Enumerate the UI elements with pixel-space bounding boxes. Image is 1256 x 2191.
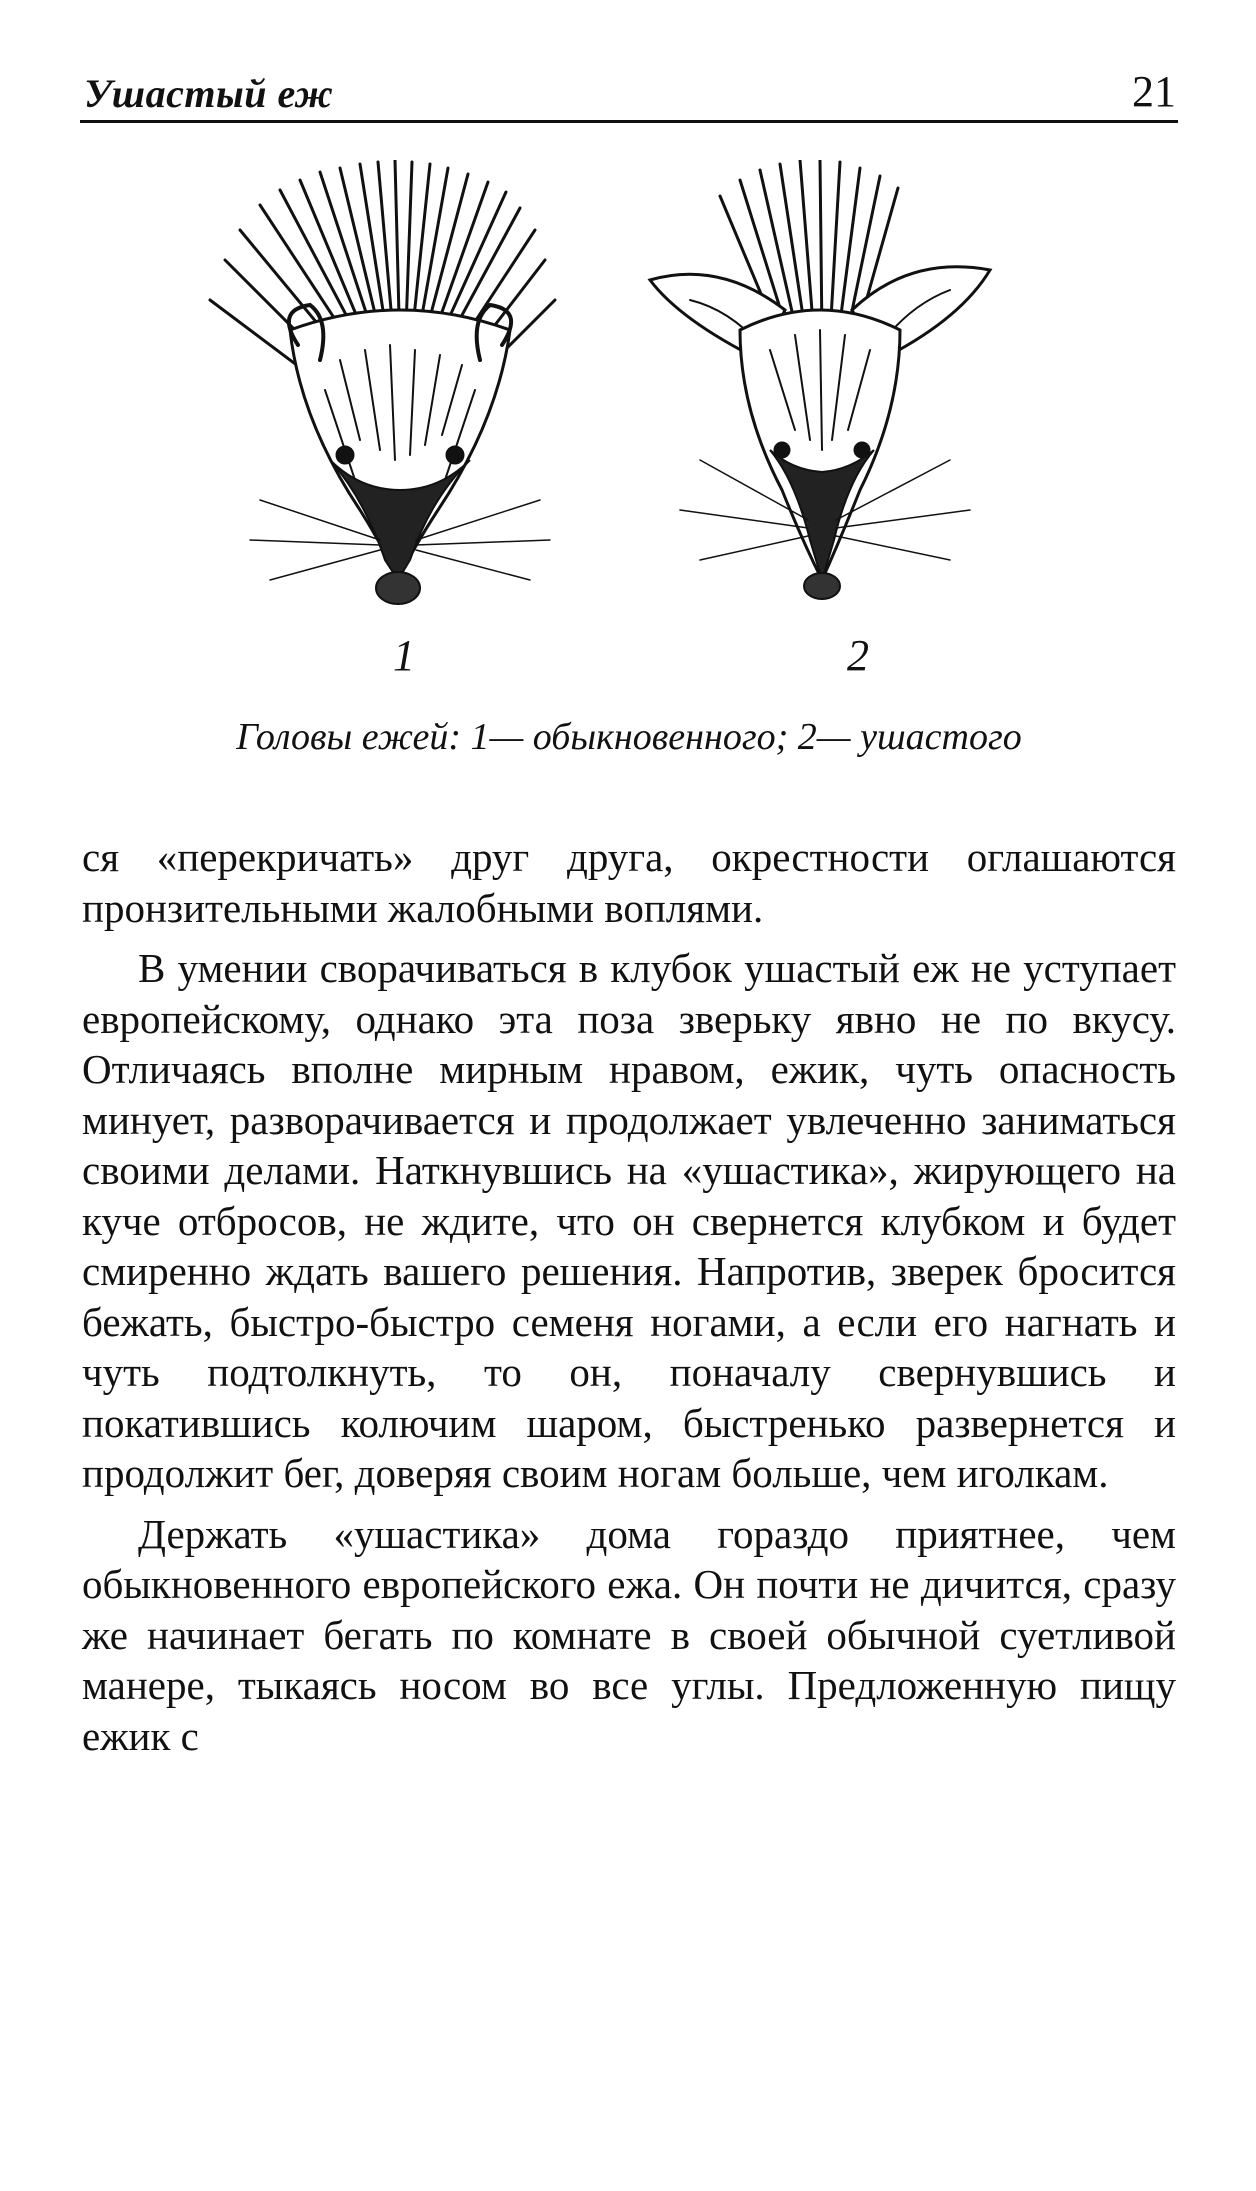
header-rule — [80, 120, 1178, 123]
common-hedgehog-head-illustration — [210, 160, 555, 604]
eared-hedgehog-head-illustration — [650, 160, 990, 599]
paragraph-3: Держать «ушастика» дома гораздо приятнее, чем обыкновенного европейского ежа. Он почти не дичится, сразу же начинает бегать по комнате в своей обычной суетливой манере, тыкаясь носом во все углы. Предложенную пищу ежик с — [82, 1510, 1176, 1759]
body-text — [82, 832, 1176, 1771]
figure-drawing — [180, 160, 1080, 680]
figure-label-1: 1 — [393, 631, 415, 680]
paragraph-2: В умении сворачиваться в клубок ушастый еж не уступает европейскому, однако эта поза зверьку явно не по вкусу. Отличаясь вполне мирным нравом, ежик, чуть опасность минует, разворачивается и продолжает увлеченно заниматься своими делами. Наткнувшись на «ушастика», жирующего на куче отбросов, не ждите, что он свернется клубком и будет смиренно ждать вашего решения. Напротив, зверек бросится бежать, быстро-быстро семеня ногами, а если его нагнать и чуть подтолкнуть, то он, поначалу свернувшись и покатившись колючим шаром, быстренько развернется и продолжит бег, доверяя своим ногам больше, чем иголкам. — [82, 945, 1176, 1496]
hedgehog-heads-figure — [180, 160, 1080, 680]
running-header — [80, 64, 1178, 124]
figure-caption: Головы ежей: 1— обыкновенного; 2— ушастого — [236, 716, 1022, 758]
page-number: 21 — [1132, 67, 1176, 116]
paragraph-1: ся «перекричать» друг друга, окрестности оглашаются пронзительными жалобными воплями. — [82, 834, 1176, 931]
figure-label-2: 2 — [847, 631, 869, 680]
running-title: Ушастый еж — [84, 71, 334, 116]
